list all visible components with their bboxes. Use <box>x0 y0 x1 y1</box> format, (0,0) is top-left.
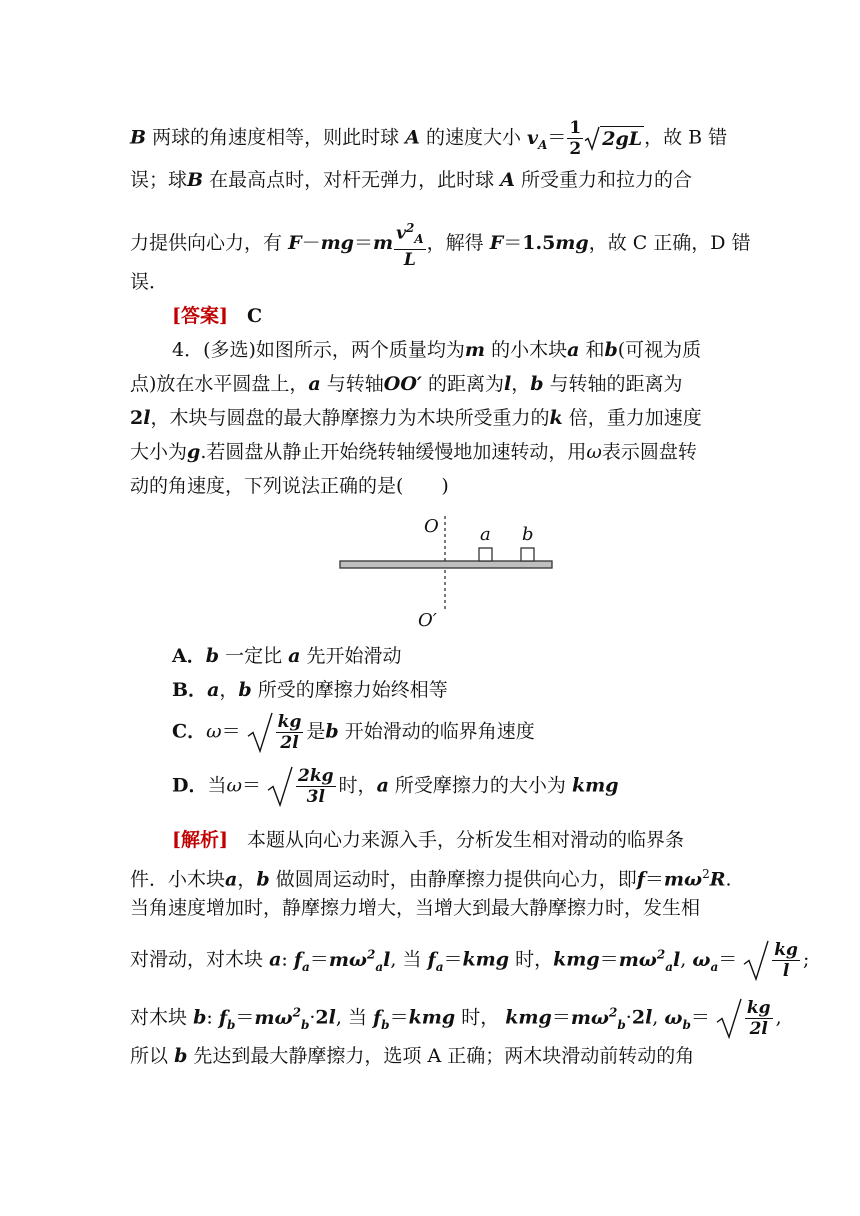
analysis-label: [解析] <box>172 829 228 851</box>
label-O: O <box>424 516 439 537</box>
question-line-1: 4．(多选)如图所示，两个质量均为m 的小木块a 和b(可视为质 <box>172 339 702 361</box>
option-D: D．当ω＝ $\frac{2kg}{3l}$ 时，a 所受摩擦力的大小为 kmg <box>172 766 619 807</box>
block-b <box>521 548 534 561</box>
analysis-line-5: 对木块 b: $f_b=m\omega^2_b\cdot 2l$, 当 $f_b=kmg$ 时， $kmg=m\omega^2_b\cdot 2l$, $\omega_b=$ $\frac{kg}{2l}$ , <box>130 998 782 1039</box>
question-line-4: 大小为g.若圆盘从静止开始绕转轴缓慢地加速转动，用ω表示圆盘转 <box>130 441 697 463</box>
turntable-disk <box>340 561 552 568</box>
block-a <box>479 548 492 561</box>
option-C: C．ω＝ $\frac{kg}{2l}$ 是b 开始滑动的临界角速度 <box>172 712 535 753</box>
analysis-line-4: 对滑动，对木块 a: $f_a=m\omega^2_al$, 当 $f_a=kmg$ 时，$kmg=m\omega^2_al$, $\omega_a=$ $\frac{kg}{l}$ ; <box>130 940 810 981</box>
analysis-line-2: 件．小木块a，b 做圆周运动时，由静摩擦力提供向心力，即$f=m\omega^2R$. <box>130 867 732 891</box>
text-line-4: 误． <box>130 271 169 293</box>
answer-value: C <box>247 305 263 327</box>
question-line-5: 动的角速度，下列说法正确的是( ) <box>130 475 449 497</box>
turntable-diagram <box>330 512 570 636</box>
option-A: A．b 一定比 a 先开始滑动 <box>172 645 402 667</box>
label-a: a <box>480 524 491 545</box>
text-line-2: 误；球B 在最高点时，对杆无弹力，此时球 A 所受重力和拉力的合 <box>130 169 692 191</box>
text-line-3: 力提供向心力，有 F－mg＝m $\frac{v^2_A}{L}$ ，解得 F＝1.5mg，故 C 正确，D 错 <box>130 218 751 270</box>
question-line-2: 点)放在水平圆盘上，a 与转轴OO′ 的距离为l，b 与转轴的距离为 <box>130 373 683 395</box>
label-O-prime: O′ <box>418 610 437 631</box>
analysis-line-6: 所以 b 先达到最大静摩擦力，选项 A 正确；两木块滑动前转动的角 <box>130 1045 695 1067</box>
text-line-1: B 两球的角速度相等，则此时球 A 的速度大小 $v_A=$ $\frac{1}{2}$ 2gL ，故 B 错 <box>130 118 728 159</box>
analysis-line-3: 当角速度增加时，静摩擦力增大，当增大到最大静摩擦力时，发生相 <box>130 897 701 919</box>
option-B: B．a，b 所受的摩擦力始终相等 <box>172 679 448 701</box>
answer-label: [答案] <box>172 305 228 327</box>
question-line-3: 2l，木块与圆盘的最大静摩擦力为木块所受重力的k 倍，重力加速度 <box>130 407 702 429</box>
answer-line <box>172 304 262 328</box>
label-b: b <box>522 524 534 545</box>
analysis-line-1: [解析] 本题从向心力来源入手，分析发生相对滑动的临界条 <box>172 829 685 851</box>
